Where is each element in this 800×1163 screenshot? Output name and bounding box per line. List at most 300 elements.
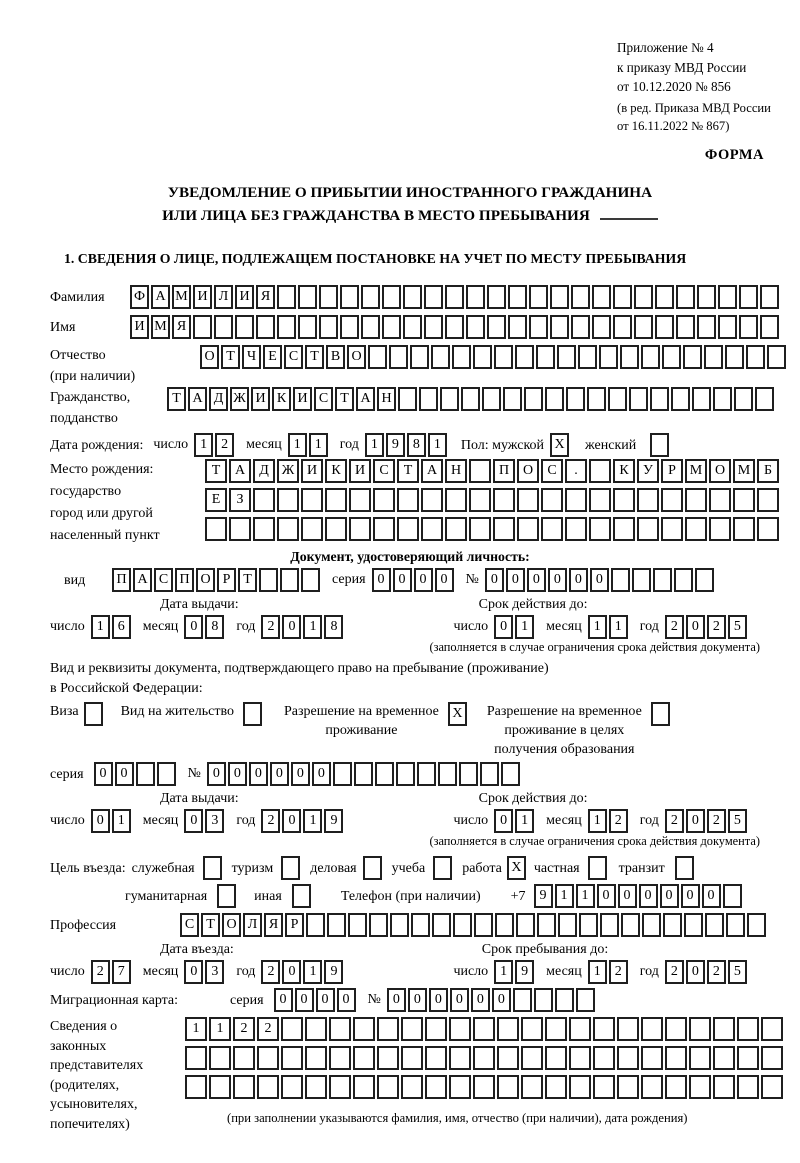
char-box[interactable]: 9 — [386, 433, 405, 457]
char-box[interactable] — [613, 315, 632, 339]
char-box[interactable]: 0 — [435, 568, 454, 592]
char-box[interactable]: 1 — [209, 1017, 231, 1041]
char-box[interactable]: 1 — [576, 884, 595, 908]
char-box[interactable]: 1 — [91, 615, 110, 639]
char-box[interactable] — [589, 459, 611, 483]
char-box[interactable] — [401, 1017, 423, 1041]
char-box[interactable]: 9 — [515, 960, 534, 984]
char-box[interactable]: 0 — [414, 568, 433, 592]
char-box[interactable]: В — [326, 345, 345, 369]
char-box[interactable] — [760, 285, 779, 309]
char-box[interactable] — [257, 1046, 279, 1070]
char-box[interactable] — [306, 913, 325, 937]
char-box[interactable] — [421, 488, 443, 512]
char-box[interactable] — [747, 913, 766, 937]
char-box[interactable] — [377, 1017, 399, 1041]
char-box[interactable] — [569, 1075, 591, 1099]
char-box[interactable] — [634, 315, 653, 339]
char-box[interactable] — [445, 285, 464, 309]
char-box[interactable] — [599, 345, 618, 369]
char-box[interactable] — [545, 1075, 567, 1099]
char-box[interactable]: 1 — [515, 615, 534, 639]
residence-permit-checkbox[interactable] — [243, 702, 262, 726]
char-box[interactable]: И — [130, 315, 149, 339]
char-box[interactable] — [713, 1017, 735, 1041]
char-box[interactable] — [613, 488, 635, 512]
char-box[interactable] — [277, 517, 299, 541]
char-box[interactable] — [737, 1017, 759, 1041]
char-box[interactable] — [348, 913, 367, 937]
char-box[interactable] — [665, 1017, 687, 1041]
char-box[interactable] — [469, 488, 491, 512]
char-box[interactable] — [319, 285, 338, 309]
char-box[interactable]: 0 — [372, 568, 391, 592]
char-box[interactable] — [305, 1017, 327, 1041]
char-box[interactable] — [445, 488, 467, 512]
char-box[interactable] — [629, 387, 648, 411]
char-box[interactable] — [617, 1046, 639, 1070]
char-box[interactable] — [587, 387, 606, 411]
char-box[interactable] — [613, 517, 635, 541]
char-box[interactable]: 0 — [527, 568, 546, 592]
char-box[interactable]: Д — [209, 387, 228, 411]
char-box[interactable]: 0 — [597, 884, 616, 908]
char-box[interactable] — [655, 285, 674, 309]
char-box[interactable] — [593, 1075, 615, 1099]
char-box[interactable] — [642, 913, 661, 937]
char-box[interactable] — [277, 488, 299, 512]
char-box[interactable] — [695, 568, 714, 592]
char-box[interactable]: Т — [167, 387, 186, 411]
char-box[interactable] — [209, 1075, 231, 1099]
char-box[interactable] — [641, 345, 660, 369]
char-box[interactable] — [621, 913, 640, 937]
char-box[interactable]: 0 — [91, 809, 110, 833]
char-box[interactable] — [674, 568, 693, 592]
char-box[interactable] — [558, 913, 577, 937]
char-box[interactable]: С — [180, 913, 199, 937]
char-box[interactable] — [501, 762, 520, 786]
char-box[interactable]: 0 — [686, 809, 705, 833]
char-box[interactable]: 0 — [295, 988, 314, 1012]
char-box[interactable] — [733, 517, 755, 541]
char-box[interactable] — [397, 488, 419, 512]
char-box[interactable] — [259, 568, 278, 592]
char-box[interactable] — [726, 913, 745, 937]
char-box[interactable] — [277, 315, 296, 339]
char-box[interactable] — [449, 1075, 471, 1099]
char-box[interactable] — [329, 1075, 351, 1099]
char-box[interactable]: 2 — [233, 1017, 255, 1041]
char-box[interactable] — [157, 762, 176, 786]
char-box[interactable] — [713, 1046, 735, 1070]
char-box[interactable] — [671, 387, 690, 411]
char-box[interactable] — [424, 315, 443, 339]
char-box[interactable]: О — [200, 345, 219, 369]
char-box[interactable] — [508, 285, 527, 309]
gender-female-checkbox[interactable] — [650, 433, 669, 457]
char-box[interactable]: 1 — [588, 809, 607, 833]
char-box[interactable]: 2 — [215, 433, 234, 457]
char-box[interactable]: С — [541, 459, 563, 483]
char-box[interactable]: 0 — [393, 568, 412, 592]
char-box[interactable] — [761, 1046, 783, 1070]
char-box[interactable] — [445, 517, 467, 541]
char-box[interactable] — [569, 1017, 591, 1041]
char-box[interactable] — [340, 315, 359, 339]
char-box[interactable] — [704, 345, 723, 369]
char-box[interactable]: А — [133, 568, 152, 592]
char-box[interactable] — [473, 1075, 495, 1099]
char-box[interactable] — [466, 285, 485, 309]
char-box[interactable] — [487, 315, 506, 339]
char-box[interactable] — [600, 913, 619, 937]
char-box[interactable] — [545, 1046, 567, 1070]
char-box[interactable] — [497, 1075, 519, 1099]
char-box[interactable]: 0 — [270, 762, 289, 786]
char-box[interactable]: Д — [253, 459, 275, 483]
char-box[interactable]: 0 — [184, 960, 203, 984]
char-box[interactable] — [555, 988, 574, 1012]
char-box[interactable]: И — [301, 459, 323, 483]
char-box[interactable] — [545, 1017, 567, 1041]
char-box[interactable] — [425, 1017, 447, 1041]
char-box[interactable] — [517, 488, 539, 512]
char-box[interactable]: М — [733, 459, 755, 483]
char-box[interactable] — [757, 517, 779, 541]
char-box[interactable]: 0 — [548, 568, 567, 592]
purpose-tourism-checkbox[interactable] — [281, 856, 300, 880]
char-box[interactable] — [432, 913, 451, 937]
char-box[interactable]: 0 — [184, 615, 203, 639]
char-box[interactable] — [536, 345, 555, 369]
char-box[interactable]: Т — [221, 345, 240, 369]
char-box[interactable] — [761, 1075, 783, 1099]
temp-residence-checkbox[interactable]: X — [448, 702, 467, 726]
char-box[interactable]: 0 — [312, 762, 331, 786]
char-box[interactable] — [277, 285, 296, 309]
char-box[interactable] — [565, 488, 587, 512]
char-box[interactable] — [650, 387, 669, 411]
char-box[interactable]: Т — [397, 459, 419, 483]
char-box[interactable]: 8 — [324, 615, 343, 639]
char-box[interactable] — [617, 1017, 639, 1041]
char-box[interactable] — [709, 517, 731, 541]
char-box[interactable]: О — [222, 913, 241, 937]
char-box[interactable]: А — [188, 387, 207, 411]
char-box[interactable] — [253, 488, 275, 512]
char-box[interactable]: М — [172, 285, 191, 309]
char-box[interactable] — [634, 285, 653, 309]
char-box[interactable]: 0 — [494, 615, 513, 639]
char-box[interactable] — [557, 345, 576, 369]
char-box[interactable]: О — [517, 459, 539, 483]
char-box[interactable] — [361, 285, 380, 309]
char-box[interactable] — [452, 345, 471, 369]
char-box[interactable] — [319, 315, 338, 339]
char-box[interactable]: 2 — [261, 615, 280, 639]
char-box[interactable] — [281, 1046, 303, 1070]
char-box[interactable] — [253, 517, 275, 541]
char-box[interactable]: 9 — [324, 960, 343, 984]
char-box[interactable] — [494, 345, 513, 369]
char-box[interactable]: Ж — [230, 387, 249, 411]
char-box[interactable]: Ж — [277, 459, 299, 483]
char-box[interactable] — [589, 517, 611, 541]
char-box[interactable]: 0 — [618, 884, 637, 908]
char-box[interactable] — [431, 345, 450, 369]
char-box[interactable]: Т — [305, 345, 324, 369]
char-box[interactable] — [593, 1046, 615, 1070]
char-box[interactable] — [757, 488, 779, 512]
purpose-other-checkbox[interactable] — [292, 884, 311, 908]
char-box[interactable]: 3 — [205, 960, 224, 984]
char-box[interactable] — [685, 488, 707, 512]
char-box[interactable]: Т — [205, 459, 227, 483]
char-box[interactable] — [683, 345, 702, 369]
char-box[interactable]: 1 — [185, 1017, 207, 1041]
char-box[interactable] — [689, 1075, 711, 1099]
char-box[interactable]: Н — [445, 459, 467, 483]
char-box[interactable]: 5 — [728, 809, 747, 833]
char-box[interactable] — [354, 762, 373, 786]
char-box[interactable]: Е — [263, 345, 282, 369]
char-box[interactable] — [661, 517, 683, 541]
char-box[interactable] — [641, 1046, 663, 1070]
char-box[interactable] — [449, 1046, 471, 1070]
char-box[interactable]: М — [151, 315, 170, 339]
char-box[interactable]: Ф — [130, 285, 149, 309]
char-box[interactable]: 2 — [609, 809, 628, 833]
char-box[interactable] — [529, 315, 548, 339]
char-box[interactable] — [697, 315, 716, 339]
char-box[interactable] — [440, 387, 459, 411]
char-box[interactable] — [632, 568, 651, 592]
char-box[interactable] — [676, 285, 695, 309]
char-box[interactable] — [466, 315, 485, 339]
char-box[interactable] — [474, 913, 493, 937]
char-box[interactable] — [461, 387, 480, 411]
char-box[interactable] — [517, 517, 539, 541]
char-box[interactable] — [340, 285, 359, 309]
char-box[interactable]: Н — [377, 387, 396, 411]
char-box[interactable]: И — [193, 285, 212, 309]
char-box[interactable] — [193, 315, 212, 339]
char-box[interactable] — [725, 345, 744, 369]
char-box[interactable]: 0 — [316, 988, 335, 1012]
char-box[interactable]: 2 — [91, 960, 110, 984]
purpose-private-checkbox[interactable] — [588, 856, 607, 880]
char-box[interactable] — [495, 913, 514, 937]
char-box[interactable]: 1 — [588, 615, 607, 639]
char-box[interactable]: 0 — [686, 615, 705, 639]
char-box[interactable]: С — [284, 345, 303, 369]
char-box[interactable]: 0 — [337, 988, 356, 1012]
char-box[interactable]: 1 — [303, 809, 322, 833]
char-box[interactable]: 0 — [228, 762, 247, 786]
char-box[interactable]: Л — [243, 913, 262, 937]
char-box[interactable] — [214, 315, 233, 339]
char-box[interactable] — [280, 568, 299, 592]
char-box[interactable] — [327, 913, 346, 937]
char-box[interactable] — [713, 1075, 735, 1099]
char-box[interactable] — [663, 913, 682, 937]
char-box[interactable] — [739, 285, 758, 309]
char-box[interactable]: П — [493, 459, 515, 483]
char-box[interactable] — [205, 517, 227, 541]
char-box[interactable] — [298, 285, 317, 309]
char-box[interactable]: 9 — [324, 809, 343, 833]
char-box[interactable]: О — [196, 568, 215, 592]
char-box[interactable]: 0 — [702, 884, 721, 908]
temp-residence-education-checkbox[interactable] — [651, 702, 670, 726]
char-box[interactable] — [353, 1046, 375, 1070]
char-box[interactable] — [469, 459, 491, 483]
char-box[interactable] — [469, 517, 491, 541]
char-box[interactable] — [571, 285, 590, 309]
char-box[interactable] — [576, 988, 595, 1012]
char-box[interactable] — [541, 488, 563, 512]
char-box[interactable] — [589, 488, 611, 512]
char-box[interactable]: К — [325, 459, 347, 483]
char-box[interactable] — [361, 315, 380, 339]
char-box[interactable] — [256, 315, 275, 339]
char-box[interactable] — [373, 517, 395, 541]
char-box[interactable] — [611, 568, 630, 592]
char-box[interactable] — [389, 345, 408, 369]
char-box[interactable] — [453, 913, 472, 937]
char-box[interactable]: Я — [256, 285, 275, 309]
char-box[interactable]: З — [229, 488, 251, 512]
char-box[interactable]: 0 — [282, 809, 301, 833]
char-box[interactable] — [550, 315, 569, 339]
char-box[interactable] — [545, 387, 564, 411]
char-box[interactable] — [425, 1046, 447, 1070]
char-box[interactable] — [325, 488, 347, 512]
char-box[interactable] — [521, 1046, 543, 1070]
char-box[interactable] — [493, 517, 515, 541]
char-box[interactable] — [229, 517, 251, 541]
char-box[interactable]: 6 — [112, 615, 131, 639]
purpose-work-checkbox[interactable]: X — [507, 856, 526, 880]
char-box[interactable]: 0 — [387, 988, 406, 1012]
char-box[interactable]: 8 — [205, 615, 224, 639]
char-box[interactable]: 0 — [569, 568, 588, 592]
char-box[interactable] — [403, 315, 422, 339]
char-box[interactable]: И — [349, 459, 371, 483]
char-box[interactable]: 7 — [112, 960, 131, 984]
char-box[interactable] — [473, 1017, 495, 1041]
char-box[interactable]: 0 — [686, 960, 705, 984]
char-box[interactable]: К — [613, 459, 635, 483]
purpose-official-checkbox[interactable] — [203, 856, 222, 880]
char-box[interactable]: 2 — [665, 615, 684, 639]
char-box[interactable] — [209, 1046, 231, 1070]
char-box[interactable] — [349, 488, 371, 512]
char-box[interactable]: 8 — [407, 433, 426, 457]
char-box[interactable] — [529, 285, 548, 309]
char-box[interactable]: 2 — [707, 809, 726, 833]
char-box[interactable] — [541, 517, 563, 541]
char-box[interactable] — [515, 345, 534, 369]
char-box[interactable]: 1 — [494, 960, 513, 984]
char-box[interactable]: С — [154, 568, 173, 592]
char-box[interactable] — [298, 315, 317, 339]
char-box[interactable]: Ч — [242, 345, 261, 369]
char-box[interactable]: 2 — [707, 960, 726, 984]
char-box[interactable] — [459, 762, 478, 786]
char-box[interactable] — [637, 488, 659, 512]
purpose-study-checkbox[interactable] — [433, 856, 452, 880]
char-box[interactable] — [713, 387, 732, 411]
char-box[interactable]: 1 — [112, 809, 131, 833]
char-box[interactable]: 1 — [194, 433, 213, 457]
char-box[interactable] — [473, 1046, 495, 1070]
char-box[interactable] — [684, 913, 703, 937]
char-box[interactable]: 0 — [471, 988, 490, 1012]
char-box[interactable] — [761, 1017, 783, 1041]
visa-checkbox[interactable] — [84, 702, 103, 726]
char-box[interactable] — [305, 1046, 327, 1070]
char-box[interactable] — [709, 488, 731, 512]
char-box[interactable] — [382, 315, 401, 339]
char-box[interactable] — [497, 1017, 519, 1041]
char-box[interactable]: 0 — [506, 568, 525, 592]
char-box[interactable] — [767, 345, 786, 369]
char-box[interactable]: 1 — [288, 433, 307, 457]
char-box[interactable]: 0 — [207, 762, 226, 786]
char-box[interactable] — [665, 1046, 687, 1070]
char-box[interactable] — [718, 285, 737, 309]
char-box[interactable] — [592, 315, 611, 339]
char-box[interactable] — [662, 345, 681, 369]
char-box[interactable] — [550, 285, 569, 309]
char-box[interactable] — [325, 517, 347, 541]
char-box[interactable]: 0 — [492, 988, 511, 1012]
char-box[interactable]: Р — [285, 913, 304, 937]
char-box[interactable] — [410, 345, 429, 369]
char-box[interactable] — [516, 913, 535, 937]
char-box[interactable] — [705, 913, 724, 937]
char-box[interactable] — [480, 762, 499, 786]
char-box[interactable] — [569, 1046, 591, 1070]
char-box[interactable] — [755, 387, 774, 411]
char-box[interactable] — [438, 762, 457, 786]
char-box[interactable] — [419, 387, 438, 411]
char-box[interactable]: 2 — [257, 1017, 279, 1041]
char-box[interactable] — [301, 568, 320, 592]
char-box[interactable] — [301, 488, 323, 512]
char-box[interactable]: 0 — [282, 615, 301, 639]
char-box[interactable] — [578, 345, 597, 369]
char-box[interactable]: 1 — [555, 884, 574, 908]
char-box[interactable] — [333, 762, 352, 786]
char-box[interactable] — [521, 1075, 543, 1099]
char-box[interactable]: 9 — [534, 884, 553, 908]
char-box[interactable] — [377, 1075, 399, 1099]
char-box[interactable]: 2 — [665, 809, 684, 833]
purpose-humanitarian-checkbox[interactable] — [217, 884, 236, 908]
char-box[interactable] — [397, 517, 419, 541]
char-box[interactable] — [637, 517, 659, 541]
char-box[interactable] — [281, 1017, 303, 1041]
char-box[interactable] — [641, 1075, 663, 1099]
char-box[interactable] — [403, 285, 422, 309]
char-box[interactable]: 1 — [515, 809, 534, 833]
char-box[interactable] — [513, 988, 532, 1012]
char-box[interactable] — [692, 387, 711, 411]
char-box[interactable] — [401, 1046, 423, 1070]
